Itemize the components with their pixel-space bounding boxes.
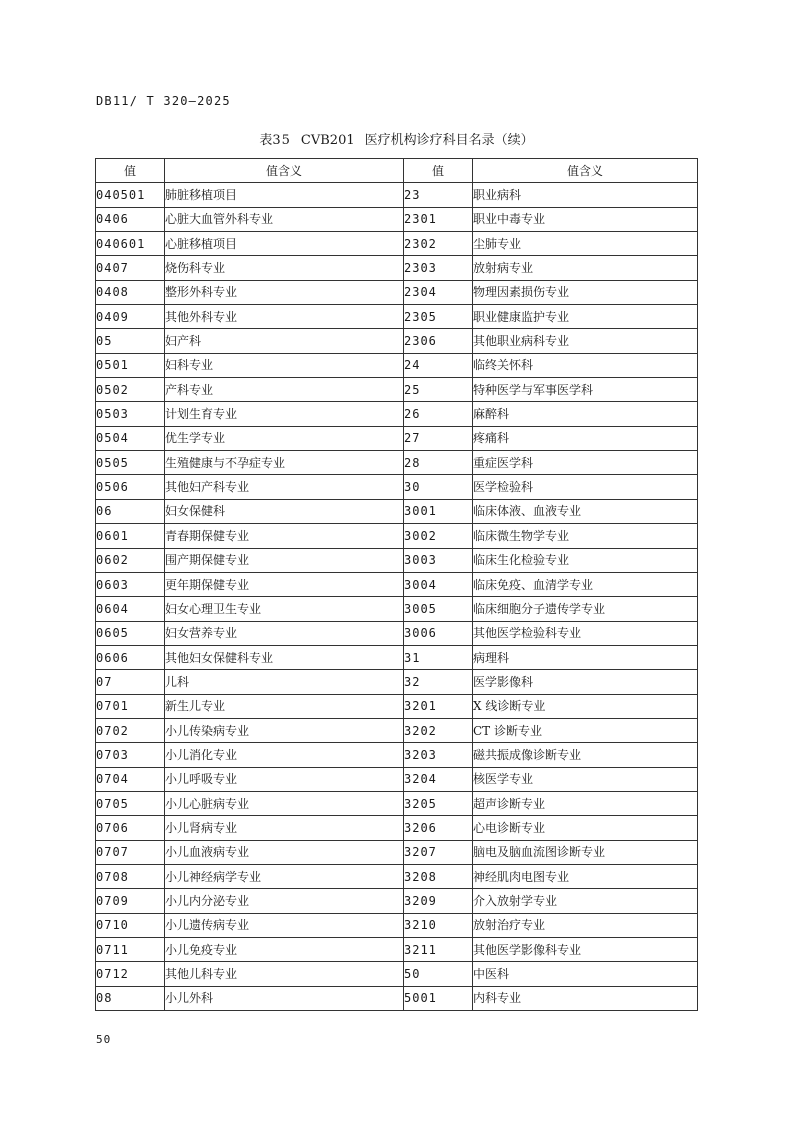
value-meaning-cell: 临终关怀科 <box>473 353 698 377</box>
value-code-cell: 0501 <box>96 353 165 377</box>
value-meaning-cell: 特种医学与军事医学科 <box>473 378 698 402</box>
value-code-cell: 3002 <box>404 524 473 548</box>
value-meaning-cell: 病理科 <box>473 645 698 669</box>
value-meaning-cell: 重症医学科 <box>473 451 698 475</box>
value-code-cell: 0710 <box>96 913 165 937</box>
value-code-cell: 3003 <box>404 548 473 572</box>
value-code-cell: 26 <box>404 402 473 426</box>
table-row <box>96 426 698 450</box>
value-code-cell: 2301 <box>404 207 473 231</box>
value-meaning-cell: 其他医学影像科专业 <box>473 938 698 962</box>
value-code-cell: 0711 <box>96 938 165 962</box>
value-meaning-cell: 围产期保健专业 <box>165 548 404 572</box>
table-row <box>96 353 698 377</box>
value-code-cell: 3203 <box>404 743 473 767</box>
value-meaning-cell: 内科专业 <box>473 986 698 1010</box>
value-meaning-cell: 优生学专业 <box>165 426 404 450</box>
value-code-cell: 0407 <box>96 256 165 280</box>
table-row <box>96 840 698 864</box>
table-row <box>96 183 698 207</box>
value-code-cell: 0606 <box>96 645 165 669</box>
value-meaning-cell: 临床生化检验专业 <box>473 548 698 572</box>
value-code-cell: 24 <box>404 353 473 377</box>
value-meaning-cell: 青春期保健专业 <box>165 524 404 548</box>
value-meaning-cell: 小儿传染病专业 <box>165 718 404 742</box>
table-row <box>96 378 698 402</box>
value-code-cell: 3201 <box>404 694 473 718</box>
value-code-cell: 3205 <box>404 791 473 815</box>
value-code-cell: 0504 <box>96 426 165 450</box>
value-code-cell: 0706 <box>96 816 165 840</box>
value-code-cell: 3211 <box>404 938 473 962</box>
value-meaning-cell: 妇女保健科 <box>165 499 404 523</box>
value-meaning-cell: 妇女心理卫生专业 <box>165 597 404 621</box>
table-title-name: 医疗机构诊疗科目名录（续） <box>364 133 534 148</box>
value-meaning-cell: CT 诊断专业 <box>473 718 698 742</box>
value-meaning-cell: 职业病科 <box>473 183 698 207</box>
value-code-cell: 31 <box>404 645 473 669</box>
value-code-cell: 040501 <box>96 183 165 207</box>
value-code-cell: 0601 <box>96 524 165 548</box>
table-row <box>96 889 698 913</box>
value-code-cell: 3202 <box>404 718 473 742</box>
value-code-cell: 0702 <box>96 718 165 742</box>
table-title-number: 35 <box>272 133 291 148</box>
value-code-cell: 0506 <box>96 475 165 499</box>
table-title <box>0 129 793 148</box>
table-row <box>96 670 698 694</box>
value-code-cell: 0712 <box>96 962 165 986</box>
value-code-cell: 0707 <box>96 840 165 864</box>
value-meaning-cell: 其他医学检验科专业 <box>473 621 698 645</box>
value-code-cell: 32 <box>404 670 473 694</box>
table-row <box>96 451 698 475</box>
value-meaning-cell: 妇科专业 <box>165 353 404 377</box>
value-code-cell: 5001 <box>404 986 473 1010</box>
table-row <box>96 524 698 548</box>
header-meaning-left: 值含义 <box>165 159 404 183</box>
table-row <box>96 743 698 767</box>
value-meaning-cell: 小儿心脏病专业 <box>165 791 404 815</box>
value-meaning-cell: 临床免疫、血清学专业 <box>473 572 698 596</box>
value-meaning-cell: 临床细胞分子遗传学专业 <box>473 597 698 621</box>
table-row <box>96 207 698 231</box>
value-code-cell: 0605 <box>96 621 165 645</box>
table-row <box>96 280 698 304</box>
value-code-cell: 06 <box>96 499 165 523</box>
value-code-cell: 0705 <box>96 791 165 815</box>
value-meaning-cell: 小儿肾病专业 <box>165 816 404 840</box>
value-code-cell: 2304 <box>404 280 473 304</box>
value-code-cell: 27 <box>404 426 473 450</box>
value-meaning-cell: 心脏大血管外科专业 <box>165 207 404 231</box>
value-meaning-cell: 疼痛科 <box>473 426 698 450</box>
value-code-cell: 07 <box>96 670 165 694</box>
value-meaning-cell: 妇女营养专业 <box>165 621 404 645</box>
table-row <box>96 791 698 815</box>
value-meaning-cell: 小儿免疫专业 <box>165 938 404 962</box>
table-row <box>96 329 698 353</box>
value-meaning-cell: 小儿消化专业 <box>165 743 404 767</box>
table-row <box>96 645 698 669</box>
value-meaning-cell: 脑电及脑血流图诊断专业 <box>473 840 698 864</box>
value-code-cell: 0708 <box>96 864 165 888</box>
value-code-cell: 0505 <box>96 451 165 475</box>
value-code-cell: 0503 <box>96 402 165 426</box>
value-code-cell: 25 <box>404 378 473 402</box>
document-id: DB11/ T 320—2025 <box>96 94 231 108</box>
value-meaning-cell: 中医科 <box>473 962 698 986</box>
value-meaning-cell: 生殖健康与不孕症专业 <box>165 451 404 475</box>
table-body <box>96 183 698 1011</box>
value-code-cell: 30 <box>404 475 473 499</box>
table-row <box>96 816 698 840</box>
value-meaning-cell: 临床微生物学专业 <box>473 524 698 548</box>
value-meaning-cell: 整形外科专业 <box>165 280 404 304</box>
value-meaning-cell: 心电诊断专业 <box>473 816 698 840</box>
value-meaning-cell: X 线诊断专业 <box>473 694 698 718</box>
value-meaning-cell: 产科专业 <box>165 378 404 402</box>
value-code-cell: 2303 <box>404 256 473 280</box>
value-code-cell: 0406 <box>96 207 165 231</box>
value-meaning-cell: 神经肌肉电图专业 <box>473 864 698 888</box>
table-row <box>96 597 698 621</box>
table-row <box>96 548 698 572</box>
table-row <box>96 962 698 986</box>
value-meaning-cell: 计划生育专业 <box>165 402 404 426</box>
value-code-cell: 3005 <box>404 597 473 621</box>
value-meaning-cell: 其他外科专业 <box>165 305 404 329</box>
table-row <box>96 499 698 523</box>
value-meaning-cell: 临床体液、血液专业 <box>473 499 698 523</box>
value-meaning-cell: 心脏移植项目 <box>165 232 404 256</box>
value-meaning-cell: 小儿呼吸专业 <box>165 767 404 791</box>
value-meaning-cell: 小儿遗传病专业 <box>165 913 404 937</box>
value-meaning-cell: 小儿外科 <box>165 986 404 1010</box>
value-code-cell: 3206 <box>404 816 473 840</box>
value-code-cell: 50 <box>404 962 473 986</box>
value-code-cell: 0603 <box>96 572 165 596</box>
catalog-table <box>95 158 698 1011</box>
table-row <box>96 305 698 329</box>
value-meaning-cell: 物理因素损伤专业 <box>473 280 698 304</box>
value-code-cell: 2302 <box>404 232 473 256</box>
value-meaning-cell: 其他妇产科专业 <box>165 475 404 499</box>
value-meaning-cell: 放射治疗专业 <box>473 913 698 937</box>
value-meaning-cell: 职业健康监护专业 <box>473 305 698 329</box>
table-row <box>96 475 698 499</box>
value-meaning-cell: 妇产科 <box>165 329 404 353</box>
value-code-cell: 0502 <box>96 378 165 402</box>
table-row <box>96 694 698 718</box>
value-meaning-cell: 医学检验科 <box>473 475 698 499</box>
value-meaning-cell: 医学影像科 <box>473 670 698 694</box>
table-row <box>96 572 698 596</box>
table-title-code: CVB201 <box>300 133 355 148</box>
value-meaning-cell: 超声诊断专业 <box>473 791 698 815</box>
table-row <box>96 986 698 1010</box>
page-number: 50 <box>96 1033 112 1046</box>
value-meaning-cell: 小儿内分泌专业 <box>165 889 404 913</box>
value-meaning-cell: 核医学专业 <box>473 767 698 791</box>
header-meaning-right: 值含义 <box>473 159 698 183</box>
table-row <box>96 402 698 426</box>
value-code-cell: 28 <box>404 451 473 475</box>
value-meaning-cell: 肺脏移植项目 <box>165 183 404 207</box>
value-meaning-cell: 新生儿专业 <box>165 694 404 718</box>
value-code-cell: 3210 <box>404 913 473 937</box>
value-meaning-cell: 麻醉科 <box>473 402 698 426</box>
value-code-cell: 05 <box>96 329 165 353</box>
value-code-cell: 040601 <box>96 232 165 256</box>
value-code-cell: 3004 <box>404 572 473 596</box>
value-meaning-cell: 小儿血液病专业 <box>165 840 404 864</box>
value-code-cell: 2306 <box>404 329 473 353</box>
value-code-cell: 3209 <box>404 889 473 913</box>
value-code-cell: 0704 <box>96 767 165 791</box>
table-header-row <box>96 159 698 183</box>
table-row <box>96 718 698 742</box>
value-code-cell: 3006 <box>404 621 473 645</box>
header-value-right: 值 <box>404 159 473 183</box>
value-code-cell: 08 <box>96 986 165 1010</box>
value-meaning-cell: 放射病专业 <box>473 256 698 280</box>
value-meaning-cell: 小儿神经病学专业 <box>165 864 404 888</box>
value-code-cell: 3204 <box>404 767 473 791</box>
value-code-cell: 0409 <box>96 305 165 329</box>
value-meaning-cell: 其他职业病科专业 <box>473 329 698 353</box>
table-row <box>96 864 698 888</box>
header-value-left: 值 <box>96 159 165 183</box>
value-code-cell: 0408 <box>96 280 165 304</box>
value-meaning-cell: 烧伤科专业 <box>165 256 404 280</box>
value-meaning-cell: 其他妇女保健科专业 <box>165 645 404 669</box>
value-meaning-cell: 更年期保健专业 <box>165 572 404 596</box>
value-meaning-cell: 磁共振成像诊断专业 <box>473 743 698 767</box>
table-row <box>96 232 698 256</box>
value-code-cell: 23 <box>404 183 473 207</box>
value-meaning-cell: 其他儿科专业 <box>165 962 404 986</box>
value-meaning-cell: 尘肺专业 <box>473 232 698 256</box>
value-code-cell: 0709 <box>96 889 165 913</box>
value-code-cell: 3208 <box>404 864 473 888</box>
table-row <box>96 913 698 937</box>
value-code-cell: 0701 <box>96 694 165 718</box>
value-meaning-cell: 介入放射学专业 <box>473 889 698 913</box>
value-meaning-cell: 儿科 <box>165 670 404 694</box>
table-title-prefix: 表 <box>259 133 273 148</box>
table-row <box>96 767 698 791</box>
value-code-cell: 3207 <box>404 840 473 864</box>
table-row <box>96 621 698 645</box>
table-row <box>96 256 698 280</box>
value-code-cell: 2305 <box>404 305 473 329</box>
value-code-cell: 0602 <box>96 548 165 572</box>
table-row <box>96 938 698 962</box>
value-meaning-cell: 职业中毒专业 <box>473 207 698 231</box>
value-code-cell: 0703 <box>96 743 165 767</box>
value-code-cell: 3001 <box>404 499 473 523</box>
value-code-cell: 0604 <box>96 597 165 621</box>
